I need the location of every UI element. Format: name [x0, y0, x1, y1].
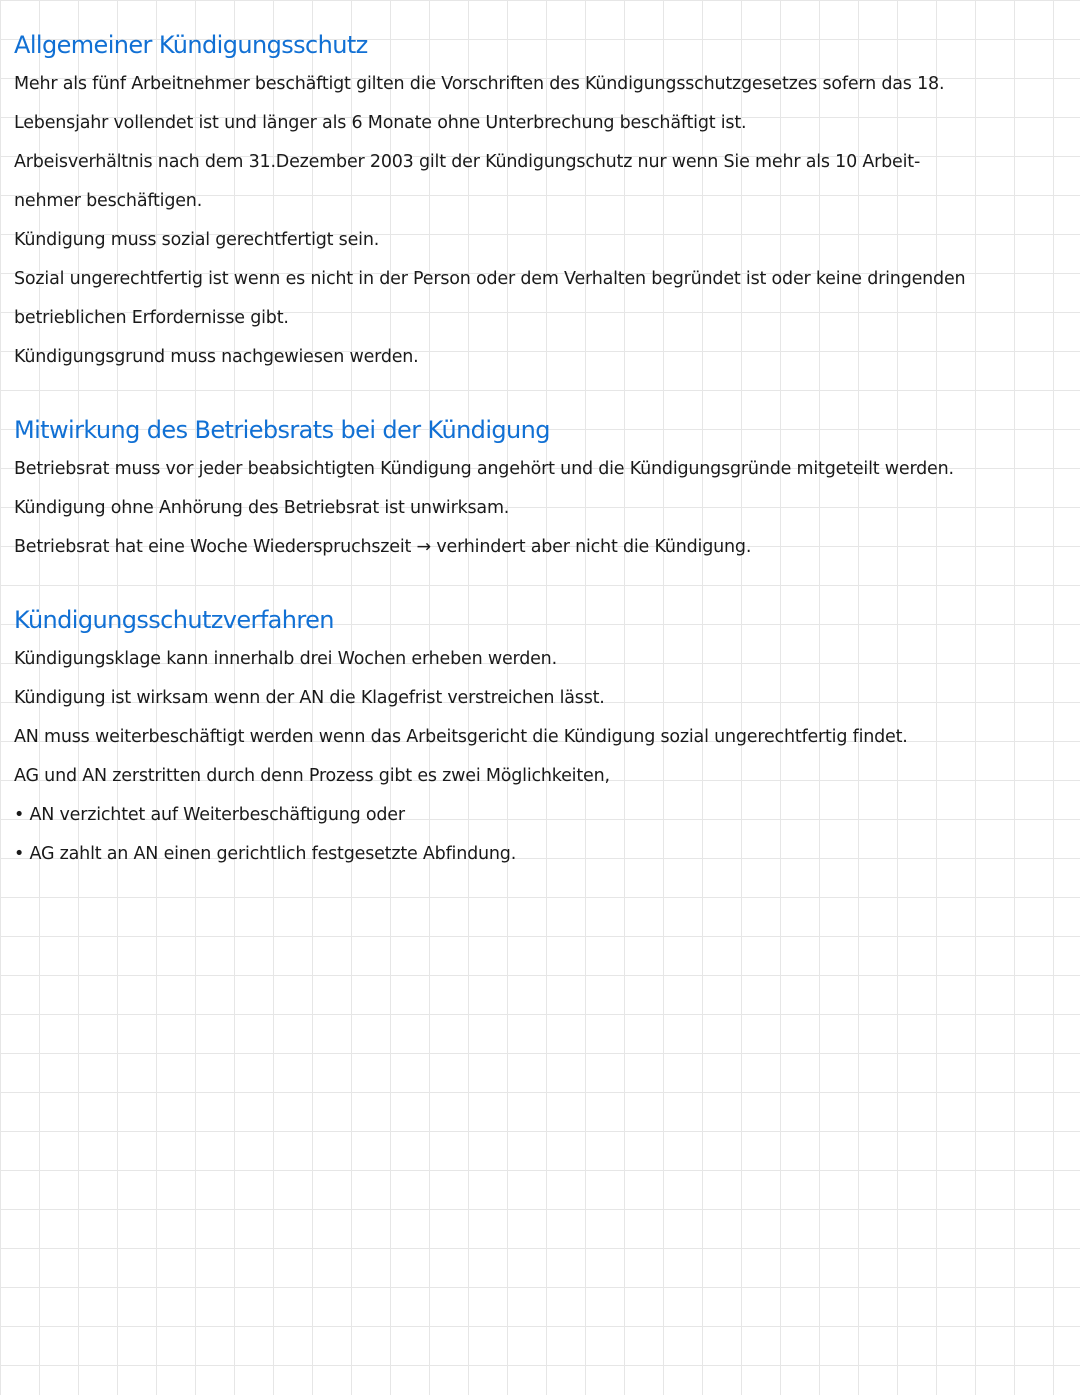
- bullet-item: • AG zahlt an AN einen gerichtlich festgesetzte Abfindung.: [14, 844, 517, 864]
- bullet-item: • AN verzichtet auf Weiterbeschäftigung oder: [14, 805, 405, 825]
- section-heading: Kündigungsschutzverfahren: [14, 606, 334, 634]
- section-mitwirkung-betriebsrat: [14, 411, 1064, 567]
- note-line: betrieblichen Erfordernisse gibt.: [14, 308, 289, 328]
- note-page: [14, 26, 1064, 874]
- note-line: Lebensjahr vollendet ist und länger als 6 Monate ohne Unterbrechung beschäftigt ist.: [14, 113, 747, 133]
- section-spacer: [14, 377, 1064, 411]
- note-line: nehmer beschäftigen.: [14, 191, 203, 211]
- note-line: Betriebsrat hat eine Woche Wiederspruchszeit → verhindert aber nicht die Kündigung.: [14, 537, 752, 557]
- note-line: Kündigung ist wirksam wenn der AN die Klagefrist verstreichen lässt.: [14, 688, 605, 708]
- note-line: Kündigung muss sozial gerechtfertigt sein.: [14, 230, 380, 250]
- note-line: Sozial ungerechtfertig ist wenn es nicht in der Person oder dem Verhalten begründet ist oder keine dringenden: [14, 269, 966, 289]
- note-line: Kündigungsklage kann innerhalb drei Wochen erheben werden.: [14, 649, 557, 669]
- note-line: Kündigung ohne Anhörung des Betriebsrat ist unwirksam.: [14, 498, 510, 518]
- note-line: AG und AN zerstritten durch denn Prozess gibt es zwei Möglichkeiten,: [14, 766, 610, 786]
- note-line: Betriebsrat muss vor jeder beabsichtigten Kündigung angehört und die Kündigungsgründe mitgeteilt werden.: [14, 459, 954, 479]
- note-line: Arbeisverhältnis nach dem 31.Dezember 2003 gilt der Kündigungschutz nur wenn Sie mehr als 10 Arbeit-: [14, 152, 921, 172]
- note-line: Mehr als fünf Arbeitnehmer beschäftigt gilten die Vorschriften des Kündigungsschutzgesetzes sofern das 18.: [14, 74, 945, 94]
- section-kuendigungsschutzverfahren: [14, 601, 1064, 874]
- section-heading: Mitwirkung des Betriebsrats bei der Kündigung: [14, 416, 550, 444]
- note-line: Kündigungsgrund muss nachgewiesen werden.: [14, 347, 419, 367]
- note-line: AN muss weiterbeschäftigt werden wenn das Arbeitsgericht die Kündigung sozial ungerechtfertig findet.: [14, 727, 908, 747]
- section-heading: Allgemeiner Kündigungsschutz: [14, 31, 368, 59]
- section-spacer: [14, 567, 1064, 601]
- section-allgemeiner-kuendigungsschutz: [14, 26, 1064, 377]
